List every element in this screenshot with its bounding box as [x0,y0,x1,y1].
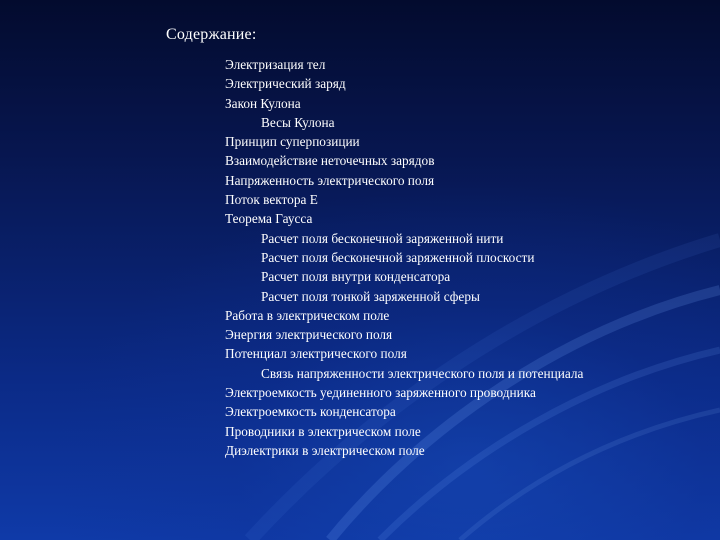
toc-item[interactable]: Взаимодействие неточечных зарядов [225,153,435,169]
toc-subitem[interactable]: Весы Кулона [261,114,335,130]
toc-item[interactable]: Электрический заряд [225,76,346,92]
toc-subitem[interactable]: Связь напряженности электрического поля и потенциала [261,365,584,381]
slide-title: Содержание: [166,26,257,43]
toc-item[interactable]: Электроемкость конденсатора [225,404,396,420]
toc-subitem[interactable]: Расчет поля внутри конденсатора [261,269,451,285]
toc-item[interactable]: Напряженность электрического поля [225,172,435,188]
toc-item[interactable]: Энергия электрического поля [225,327,393,343]
toc-item[interactable]: Потенциал электрического поля [225,346,407,362]
toc-item[interactable]: Проводники в электрическом поле [225,423,421,439]
toc-item[interactable]: Работа в электрическом поле [225,307,390,323]
table-of-contents [225,55,583,460]
toc-item[interactable]: Поток вектора Е [225,192,318,208]
toc-subitem[interactable]: Расчет поля бесконечной заряженной плоскости [261,249,535,265]
toc-item[interactable]: Электроемкость уединенного заряженного проводника [225,385,536,401]
toc-item[interactable]: Теорема Гаусса [225,211,313,227]
toc-subitem[interactable]: Расчет поля тонкой заряженной сферы [261,288,480,304]
toc-item[interactable]: Закон Кулона [225,95,301,111]
toc-subitem[interactable]: Расчет поля бесконечной заряженной нити [261,230,504,246]
toc-item[interactable]: Диэлектрики в электрическом поле [225,442,425,458]
toc-item[interactable]: Принцип суперпозиции [225,134,360,150]
toc-item[interactable]: Электризация тел [225,57,326,72]
